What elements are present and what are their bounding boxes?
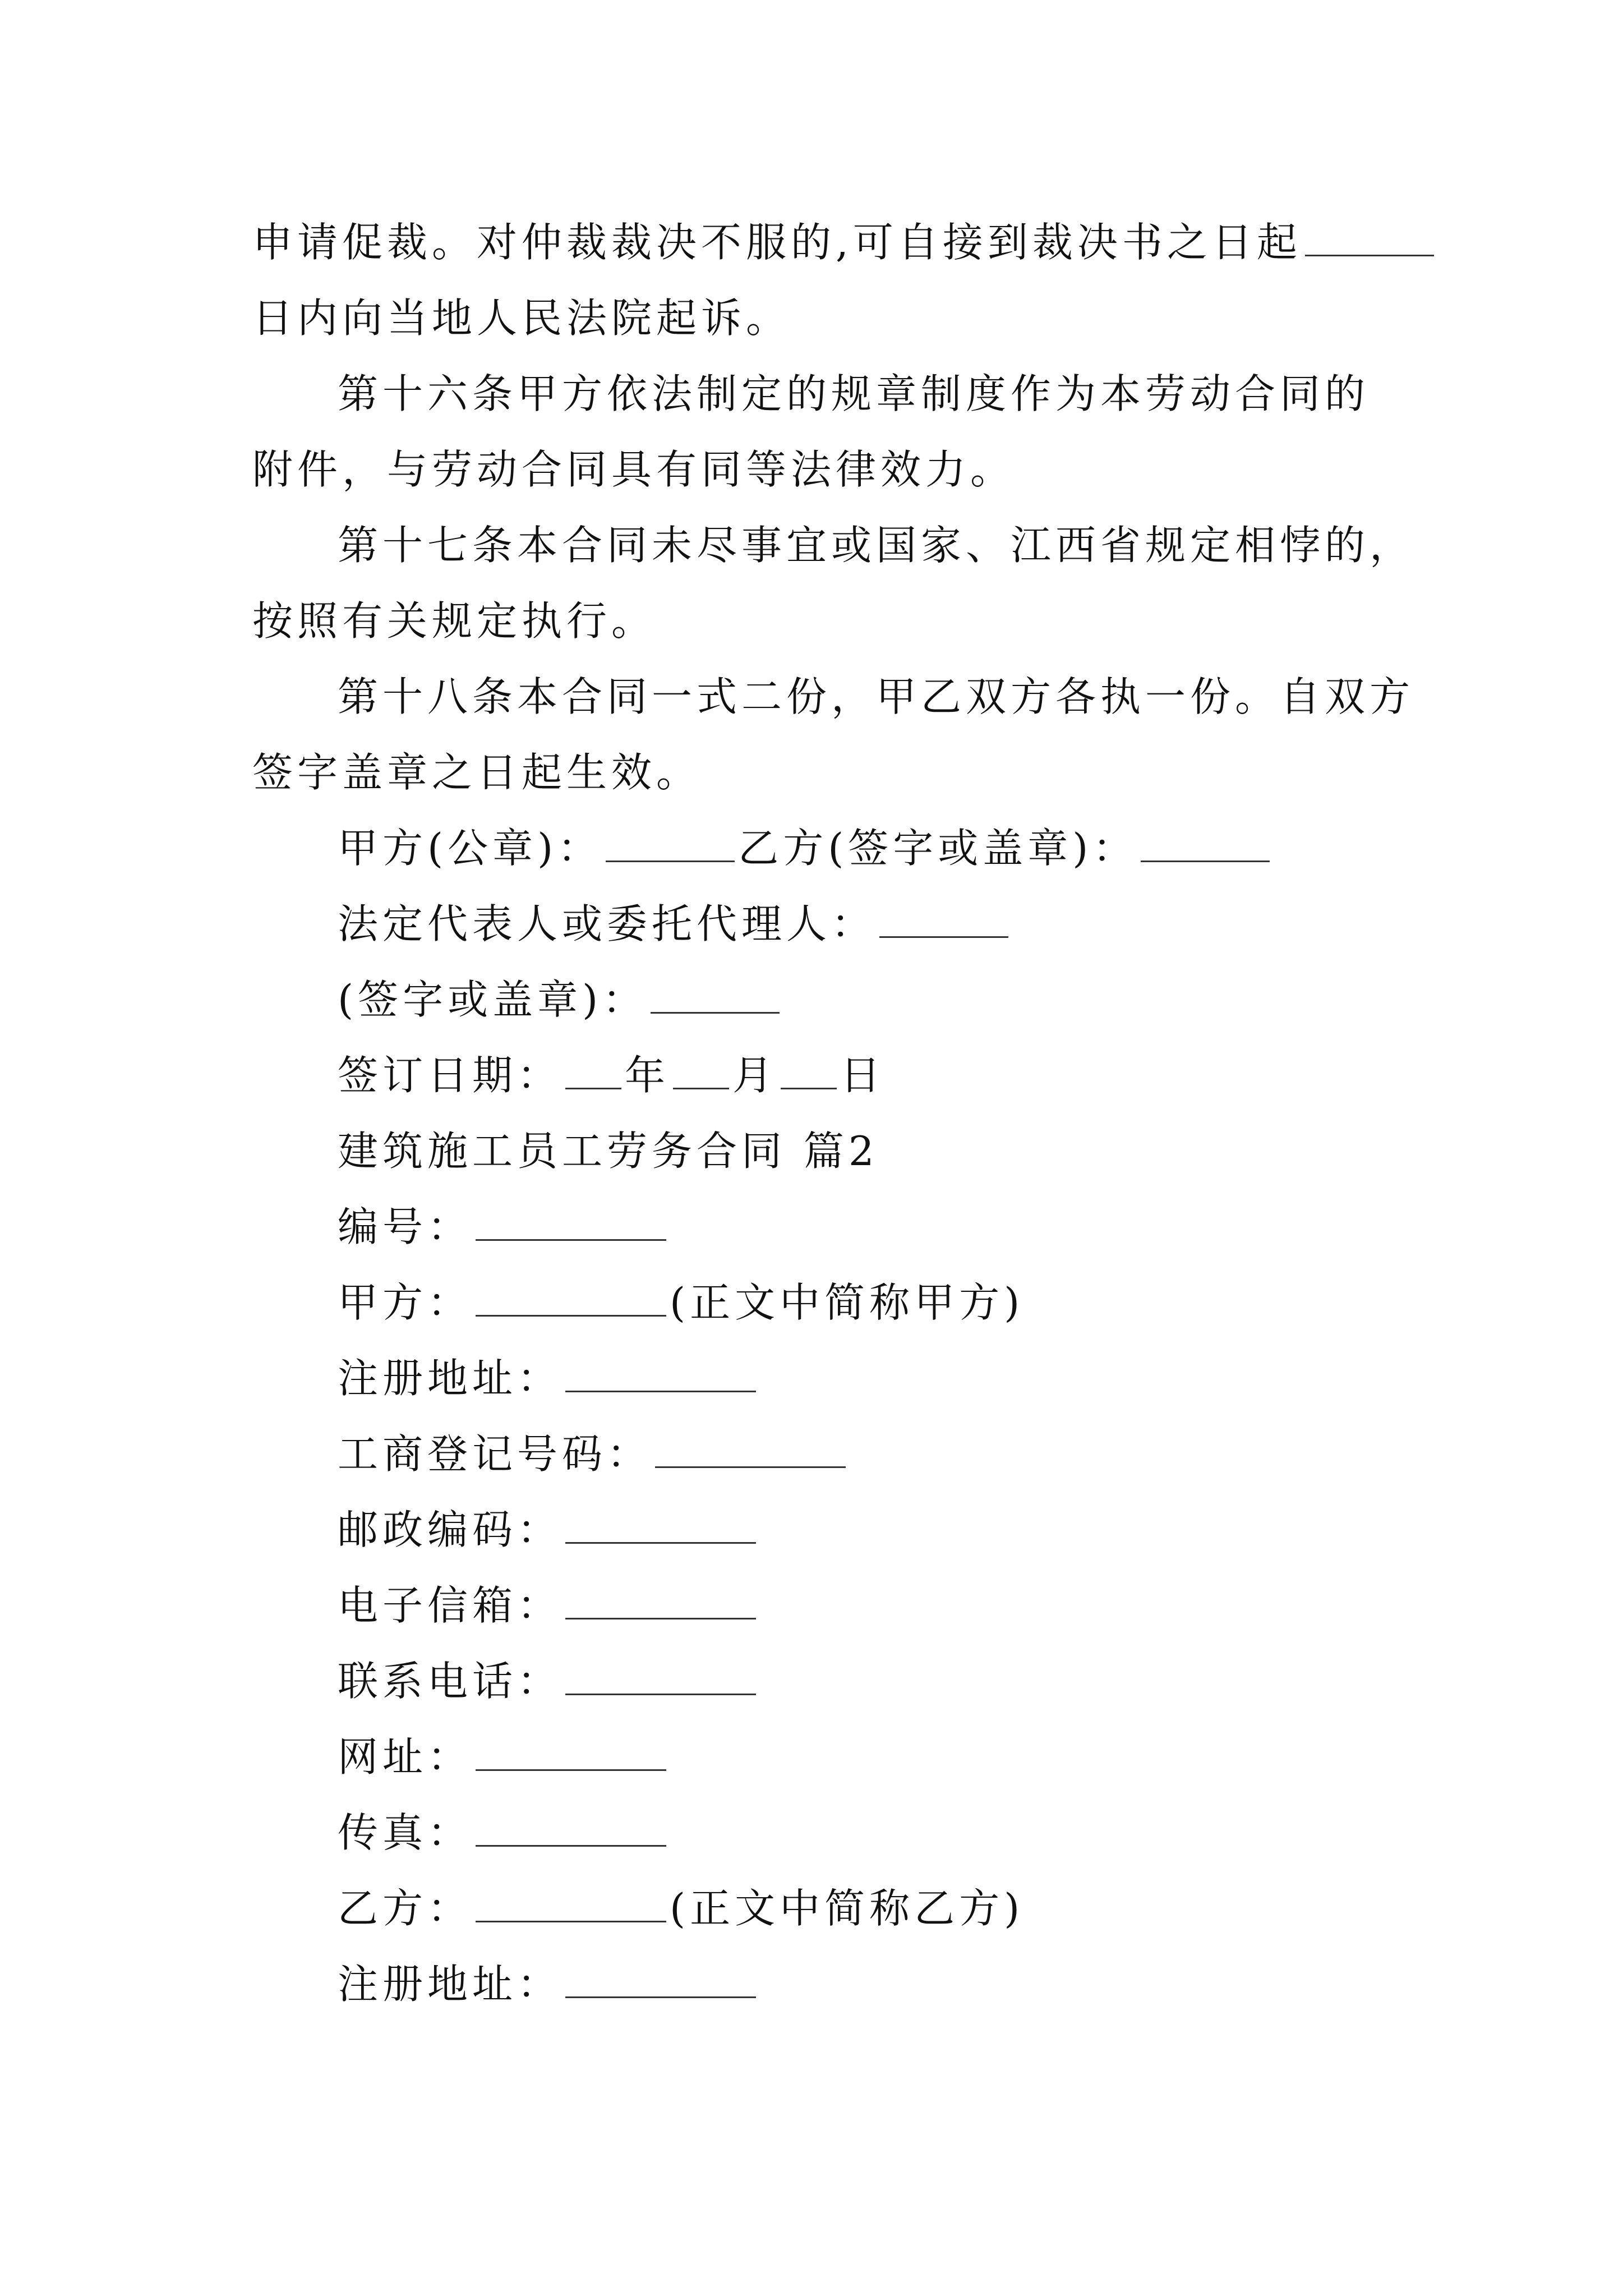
fax-label: 传真： [338, 1809, 473, 1856]
article-17-line [338, 517, 1414, 573]
postal-code-line [338, 1502, 759, 1558]
business-reg-label: 工商登记号码： [338, 1430, 652, 1478]
website-line [338, 1729, 670, 1785]
fill-blank [565, 1660, 756, 1695]
fill-blank [476, 1205, 666, 1241]
legal-rep-line [338, 896, 1012, 952]
postal-code-label: 邮政编码： [338, 1506, 562, 1553]
party-b-label: 乙方： [338, 1885, 473, 1932]
fill-blank [673, 1054, 729, 1089]
party-b-note: (正文中简称乙方) [670, 1885, 1025, 1932]
day-label: 日 [840, 1052, 886, 1099]
party-a-label: 甲方： [338, 1279, 473, 1326]
paragraph-line [252, 290, 791, 346]
text: 第十八条本合同一式二份，甲乙双方各执一份。自双方 [338, 673, 1415, 720]
party-a-line [338, 1274, 1024, 1331]
party-b-sign-label: 乙方(签字或盖章)： [738, 825, 1138, 872]
article-16-line [338, 366, 1370, 422]
sign-date-line [338, 1047, 885, 1103]
text: 申请促裁。对仲裁裁决不服的,可自接到裁决书之日起 [252, 219, 1302, 266]
fill-blank [476, 1887, 666, 1922]
party-b-reg-address-line [338, 1956, 759, 2012]
number-line [338, 1199, 670, 1255]
fill-blank [565, 1963, 756, 1998]
fill-blank [476, 1281, 666, 1317]
sign-seal-label: (签字或盖章)： [338, 976, 648, 1023]
fill-blank [879, 903, 1008, 938]
website-label: 网址： [338, 1733, 473, 1780]
party-b-line [338, 1880, 1024, 1936]
fill-blank [651, 978, 780, 1014]
article-18-line [252, 744, 701, 800]
fill-blank [565, 1357, 756, 1392]
fill-blank [1141, 827, 1270, 862]
fill-blank [565, 1584, 756, 1619]
reg-address-label: 注册地址： [338, 1355, 562, 1402]
email-line [338, 1577, 759, 1634]
section-title-text: 建筑施工员工劳务合同 篇2 [338, 1128, 879, 1175]
month-label: 月 [732, 1052, 778, 1099]
fill-blank [655, 1433, 846, 1468]
date-label: 签订日期： [338, 1052, 562, 1099]
phone-label: 联系电话： [338, 1658, 562, 1705]
article-18-line [338, 669, 1414, 725]
fill-blank [565, 1054, 621, 1089]
year-label: 年 [625, 1052, 670, 1099]
article-16-line [252, 441, 1015, 498]
fill-blank [781, 1054, 837, 1089]
fill-blank [606, 827, 735, 862]
text: 第十七条本合同未尽事宜或国家、江西省规定相悖的， [338, 522, 1415, 569]
party-b-reg-address-label: 注册地址： [338, 1961, 562, 2008]
legal-rep-label: 法定代表人或委托代理人： [338, 900, 877, 947]
section-title [338, 1123, 879, 1179]
fill-blank [476, 1736, 666, 1771]
paragraph-line [252, 214, 1437, 270]
party-a-note: (正文中简称甲方) [670, 1279, 1025, 1326]
signature-party-line [338, 820, 1273, 876]
phone-line [338, 1653, 759, 1709]
text: 附件，与劳动合同具有同等法律效力。 [252, 446, 1016, 493]
fax-line [338, 1805, 670, 1861]
sign-seal-line [338, 972, 783, 1028]
email-label: 电子信箱： [338, 1582, 562, 1629]
text: 签字盖章之日起生效。 [252, 749, 702, 796]
number-label: 编号： [338, 1203, 473, 1250]
text: 按照有关规定执行。 [252, 597, 657, 645]
fill-blank [476, 1811, 666, 1847]
fill-blank [1305, 221, 1434, 256]
business-reg-line [338, 1426, 849, 1482]
text: 第十六条甲方依法制定的规章制度作为本劳动合同的 [338, 370, 1370, 417]
party-a-seal-label: 甲方(公章)： [338, 825, 603, 872]
text: 日内向当地人民法院起诉。 [252, 295, 791, 342]
reg-address-line [338, 1350, 759, 1406]
article-17-line [252, 593, 656, 649]
fill-blank [565, 1508, 756, 1544]
